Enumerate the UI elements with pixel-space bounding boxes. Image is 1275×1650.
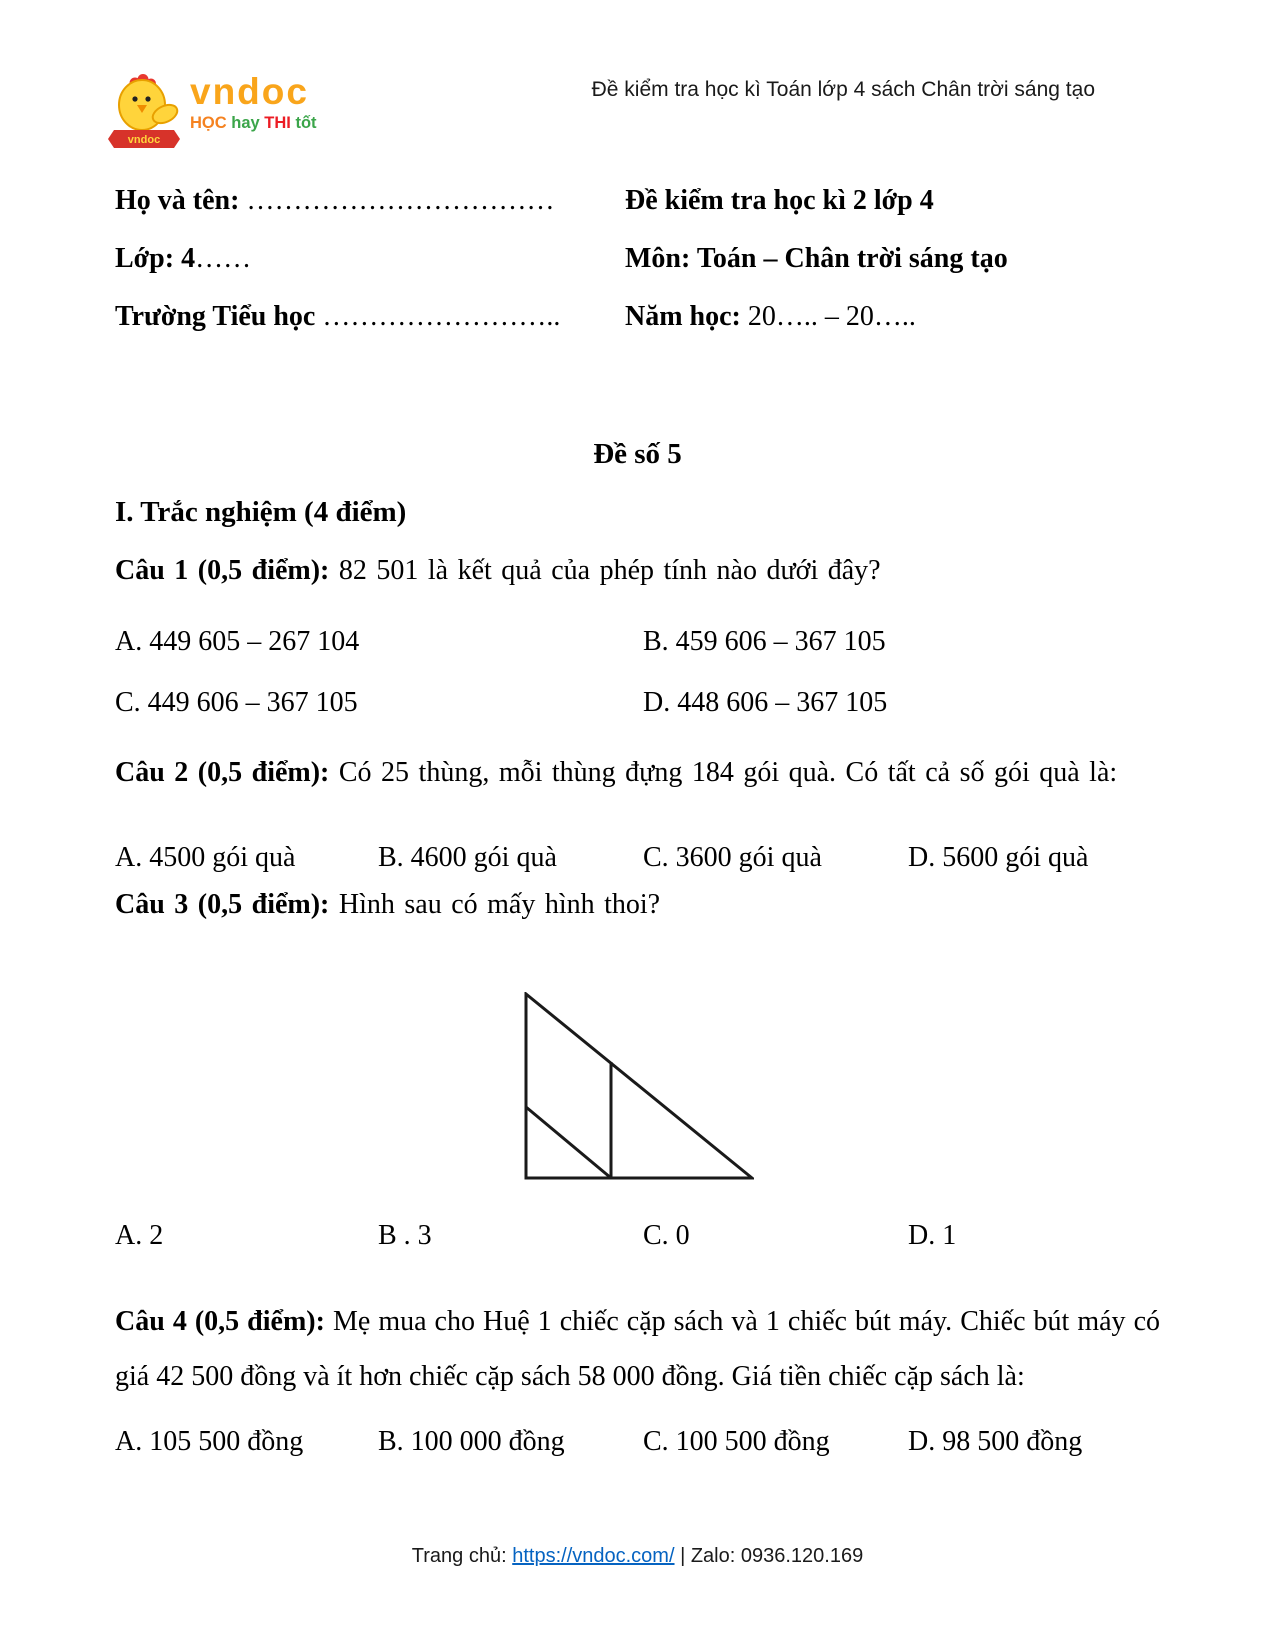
question-3 (115, 886, 1160, 924)
info-row-1 (115, 184, 1160, 218)
class-label: Lớp: 4 (115, 243, 196, 274)
option-1c: C. 449 606 – 367 105 (115, 687, 358, 718)
year-value: 20….. – 20….. (747, 301, 916, 332)
option-1a: A. 449 605 – 267 104 (115, 626, 360, 657)
option-4b: B. 100 000 đồng (378, 1426, 565, 1457)
page-footer (0, 1543, 1275, 1569)
question-2-text: Có 25 thùng, mỗi thùng đựng 184 gói quà. Có tất cả số gói quà là: (338, 757, 1118, 788)
question-3-options (115, 1218, 1160, 1253)
question-3-text: Hình sau có mấy hình thoi? (338, 889, 661, 920)
header-doc-title: Đề kiểm tra học kì Toán lớp 4 sách Chân trời sáng tạo (591, 78, 1095, 101)
question-4-label: Câu 4 (0,5 điểm): (115, 1306, 325, 1337)
logo-tagline (190, 113, 317, 133)
footer-zalo-text: | Zalo: 0936.120.169 (680, 1545, 864, 1567)
question-1-label: Câu 1 (0,5 điểm): (115, 555, 330, 586)
name-dots: …………………………… (246, 185, 555, 216)
option-4c: C. 100 500 đồng (643, 1426, 830, 1457)
option-2b: B. 4600 gói quà (378, 842, 557, 873)
logo-brand-text: vndoc (190, 71, 309, 112)
option-2c: C. 3600 gói quà (643, 842, 822, 873)
logo-banner-text: vndoc (127, 134, 161, 146)
student-exam-info (115, 184, 1160, 358)
chicken-mascot-icon (106, 74, 182, 159)
option-3d: D. 1 (908, 1220, 957, 1251)
question-3-paragraph (115, 886, 1160, 924)
question-1-paragraph (115, 552, 1160, 590)
section-heading: I. Trắc nghiệm (4 điểm) (115, 496, 407, 528)
year-line (625, 300, 1160, 334)
option-4d: D. 98 500 đồng (908, 1426, 1083, 1457)
name-line (115, 184, 625, 218)
question-2 (115, 754, 1160, 875)
question-1-text: 82 501 là kết quả của phép tính nào dưới đây? (338, 555, 881, 586)
option-1d: D. 448 606 – 367 105 (643, 687, 888, 718)
homepage-link[interactable]: https://vndoc.com/ (512, 1545, 675, 1567)
option-3b: B . 3 (378, 1220, 432, 1251)
year-label: Năm học: (625, 301, 741, 332)
exam-title-line: Đề kiểm tra học kì 2 lớp 4 (625, 185, 934, 216)
option-4a: A. 105 500 đồng (115, 1426, 304, 1457)
question-2-paragraph (115, 754, 1160, 792)
info-row-3 (115, 300, 1160, 334)
option-3a: A. 2 (115, 1220, 164, 1251)
question-3-label: Câu 3 (0,5 điểm): (115, 889, 330, 920)
class-dots: …… (195, 243, 252, 274)
option-2d: D. 5600 gói quà (908, 842, 1089, 873)
info-row-2 (115, 242, 1160, 276)
school-dots: …………………….. (322, 301, 561, 332)
question-4-options (115, 1424, 1160, 1459)
vndoc-logo (106, 71, 317, 159)
question-2-label: Câu 2 (0,5 điểm): (115, 757, 330, 788)
question-1 (115, 552, 1160, 720)
school-line (115, 300, 625, 334)
question-1-options (115, 624, 1160, 720)
tagline-tot: tốt (295, 114, 317, 132)
subject-line: Môn: Toán – Chân trời sáng tạo (625, 243, 1008, 274)
tagline-hoc: HỌC (190, 114, 227, 132)
question-4-text: Mẹ mua cho Huệ 1 chiếc cặp sách và 1 chiếc bút máy. Chiếc bút máy có giá 42 500 đồng và ít hơn chiếc cặp sách 58 000 đồng. Giá tiền chiếc cặp sách là: (115, 1306, 1160, 1392)
tagline-hay: hay (231, 114, 260, 132)
class-line (115, 242, 625, 276)
option-1b: B. 459 606 – 367 105 (643, 626, 886, 657)
name-label: Họ và tên: (115, 185, 240, 216)
triangle-figure (524, 992, 754, 1187)
footer-home-label: Trang chủ: (411, 1545, 507, 1567)
school-label: Trường Tiểu học (115, 301, 316, 332)
exam-number-title: Đề số 5 (593, 438, 682, 470)
option-2a: A. 4500 gói quà (115, 842, 296, 873)
question-2-options (115, 840, 1160, 875)
question-4-paragraph (115, 1294, 1160, 1404)
tagline-thi: THI (264, 114, 291, 132)
option-3c: C. 0 (643, 1220, 690, 1251)
